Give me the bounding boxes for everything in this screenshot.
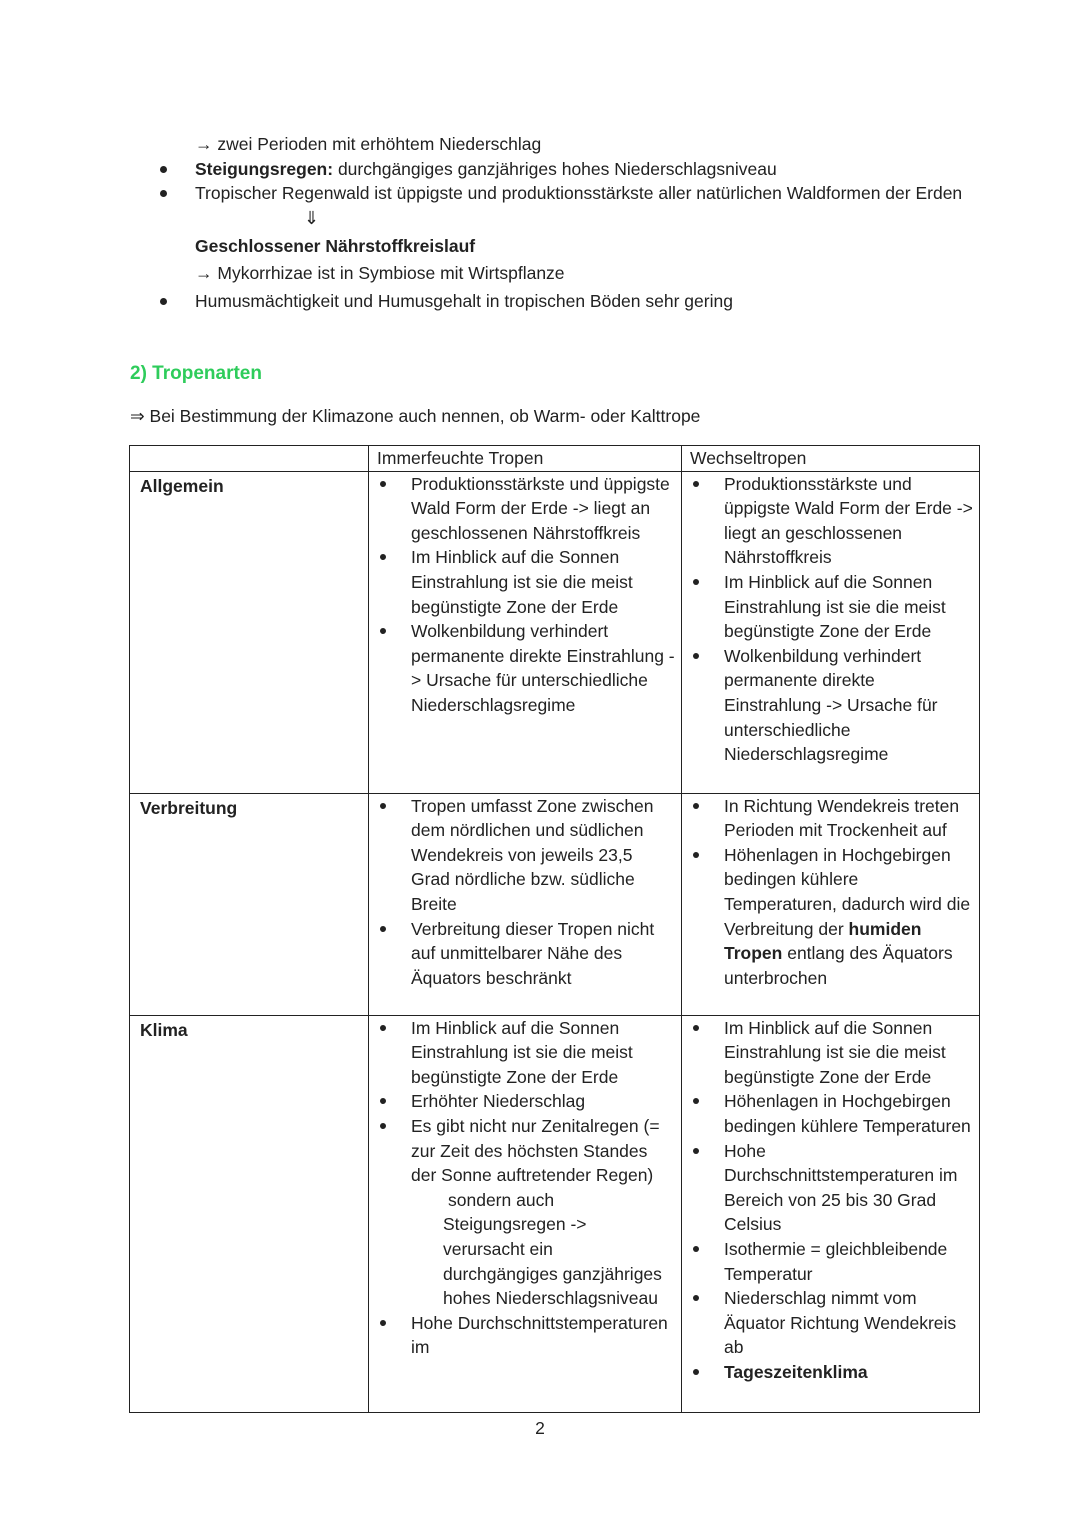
bullet-text: Humusmächtigkeit und Humusgehalt in tropischen Böden sehr gering — [195, 290, 733, 311]
bullet-icon — [160, 166, 167, 173]
bullet-text: durchgängiges ganzjähriges hohes Niederschlagsniveau — [333, 158, 777, 179]
sub-line: sondern auch — [448, 1189, 555, 1210]
item-text: entlang des Äquators unterbrochen — [724, 943, 953, 988]
cell-wechseltropen — [682, 1015, 980, 1412]
list-item: Im Hinblick auf die Sonnen Einstrahlung ist sie die meist begünstigte Zone der Erde — [377, 545, 675, 619]
list-item: Im Hinblick auf die Sonnen Einstrahlung ist sie die meist begünstigte Zone der Erde — [690, 1016, 973, 1090]
list-item: Wolkenbildung verhindert permanente direkte Einstrahlung -> Ursache für unterschiedliche Niederschlagsregime — [377, 619, 675, 717]
bullet-icon — [160, 190, 167, 197]
sub-line: hohes Niederschlagsniveau — [443, 1288, 658, 1309]
list-item: Niederschlag nimmt vom Äquator Richtung Wendekreis ab — [690, 1286, 973, 1360]
bullet-regenwald — [0, 181, 975, 206]
bullet-icon — [160, 298, 167, 305]
header-empty-cell — [130, 446, 369, 472]
cell-immerfeuchte — [369, 1015, 682, 1412]
bullet-steigungsregen — [0, 157, 1080, 182]
bullet-humus — [0, 286, 1080, 314]
table-row-klima — [130, 1015, 980, 1412]
item-bold: Tageszeitenklima — [724, 1361, 868, 1382]
list-item: Verbreitung dieser Tropen nicht auf unmittelbarer Nähe des Äquators beschränkt — [377, 917, 675, 991]
bullet-text: Tropischer Regenwald ist üppigste und produktionsstärkste aller natürlichen Waldformen der Erden — [195, 183, 963, 204]
list-item: Im Hinblick auf die Sonnen Einstrahlung ist sie die meist begünstigte Zone der Erde — [377, 1016, 675, 1090]
intro-section — [0, 132, 1080, 314]
list-item: Tropen umfasst Zone zwischen dem nördlichen und südlichen Wendekreis von jeweils 23,5 Grad nördliche bzw. südliche Breite — [377, 794, 675, 917]
list-item: Produktionsstärkste und üppigste Wald Form der Erde -> liegt an geschlossenen Nährstoffkreis — [377, 472, 675, 546]
item-text: Es gibt nicht nur Zenitalregen (= zur Zeit des höchsten Standes der Sonne auftretender Regen) — [411, 1115, 660, 1186]
bold-text: Geschlossener Nährstoffkreislauf — [195, 235, 476, 256]
list-item — [690, 843, 973, 991]
cell-wechseltropen — [682, 471, 980, 793]
sub-line: Steigungsregen -> — [443, 1214, 587, 1235]
item-text: Höhenlagen in Hochgebirgen bedingen kühlere Temperaturen, dadurch wird die Verbreitung der — [724, 844, 971, 939]
section-heading: 2) Tropenarten — [130, 363, 262, 384]
note-line: ⇒ Bei Bestimmung der Klimazone auch nennen, ob Warm- oder Kalttrope — [130, 406, 701, 426]
cell-wechseltropen — [682, 793, 980, 1015]
sub-line: verursacht ein — [443, 1238, 553, 1259]
cell-immerfeuchte — [369, 793, 682, 1015]
tropen-table — [129, 445, 980, 1413]
row-label: Klima — [130, 1015, 369, 1412]
cell-immerfeuchte — [369, 471, 682, 793]
bold-line — [0, 234, 1080, 259]
row-label: Allgemein — [130, 471, 369, 793]
page-number: 2 — [535, 1418, 545, 1438]
list-item: Produktionsstärkste und üppigste Wald Form der Erde -> liegt an geschlossenen Nährstoffkreis — [690, 472, 973, 570]
item-bold: humiden Tropen — [724, 918, 922, 964]
bold-term: Steigungsregen: — [195, 158, 334, 179]
table-row-allgemein — [130, 471, 980, 793]
arrow-line-2: → Mykorrhizae ist in Symbiose mit Wirtspflanze — [195, 263, 565, 284]
arrow-line: → zwei Perioden mit erhöhtem Niederschlag — [195, 134, 542, 154]
table-header-row — [130, 446, 980, 472]
sub-line: durchgängiges ganzjähriges — [443, 1263, 662, 1284]
list-item: Wolkenbildung verhindert permanente direkte Einstrahlung -> Ursache für unterschiedliche Niederschlagsregime — [690, 644, 973, 767]
double-arrow-down-icon: ⇓ — [304, 207, 320, 228]
list-item: Hohe Durchschnittstemperaturen im — [377, 1311, 675, 1360]
list-item: In Richtung Wendekreis treten Perioden mit Trockenheit auf — [690, 794, 973, 843]
list-item — [377, 1114, 675, 1311]
row-label: Verbreitung — [130, 793, 369, 1015]
list-item: Erhöhter Niederschlag — [377, 1089, 675, 1114]
header-immerfeuchte: Immerfeuchte Tropen — [369, 446, 682, 472]
header-wechseltropen: Wechseltropen — [682, 446, 980, 472]
list-item: Höhenlagen in Hochgebirgen bedingen kühlere Temperaturen — [690, 1089, 973, 1138]
list-item: Hohe Durchschnittstemperaturen im Bereich von 25 bis 30 Grad Celsius — [690, 1139, 973, 1237]
table-row-verbreitung — [130, 793, 980, 1015]
list-item — [690, 1360, 973, 1385]
list-item: Im Hinblick auf die Sonnen Einstrahlung ist sie die meist begünstigte Zone der Erde — [690, 570, 973, 644]
list-item: Isothermie = gleichbleibende Temperatur — [690, 1237, 973, 1286]
